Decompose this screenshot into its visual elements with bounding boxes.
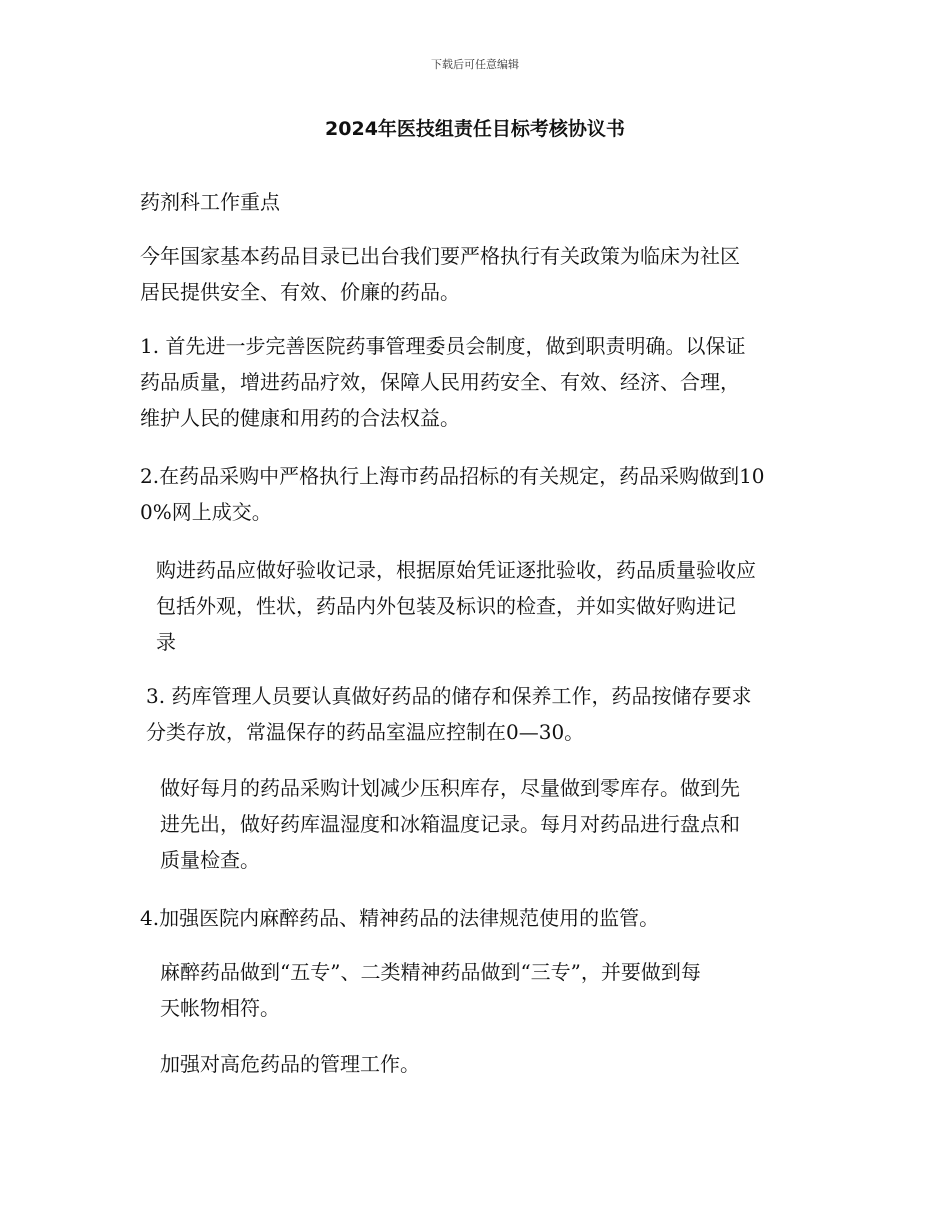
item-1-paragraph: 1. 首先进一步完善医院药事管理委员会制度，做到职责明确。以保证 药品质量，增进药品疗效，保障人民用药安全、有效、经济、合理， 维护人民的健康和用药的合法权益。 xyxy=(140,334,746,430)
item-2-paragraph: 2.在药品采购中严格执行上海市药品招标的有关规定，药品采购做到10 0%网上成交。 xyxy=(140,464,765,524)
item-4-sub-paragraph: 麻醉药品做到“五专”、二类精神药品做到“三专”，并要做到每 天帐物相符。 xyxy=(160,960,701,1020)
item-2-sub-paragraph: 购进药品应做好验收记录，根据原始凭证逐批验收，药品质量验收应 包括外观，性状，药品内外包装及标识的检查，并如实做好购进记 录 xyxy=(156,558,756,654)
document-title: 2024年医技组责任目标考核协议书 xyxy=(325,118,625,140)
item-4-sub-paragraph-2: 加强对高危药品的管理工作。 xyxy=(160,1052,420,1076)
item-3-paragraph: 3. 药库管理人员要认真做好药品的储存和保养工作，药品按储存要求 分类存放，常温保存的药品室温应控制在0—30。 xyxy=(146,684,752,744)
intro-paragraph: 今年国家基本药品目录已出台我们要严格执行有关政策为临床为社区 居民提供安全、有效、价廉的药品。 xyxy=(140,244,740,304)
header-note: 下载后可任意编辑 xyxy=(431,58,519,71)
section-heading: 药剂科工作重点 xyxy=(140,190,280,214)
item-3-sub-paragraph: 做好每月的药品采购计划减少压积库存，尽量做到零库存。做到先 进先出，做好药库温湿度和冰箱温度记录。每月对药品进行盘点和 质量检查。 xyxy=(160,776,740,872)
item-4-paragraph: 4.加强医院内麻醉药品、精神药品的法律规范使用的监管。 xyxy=(140,906,660,930)
